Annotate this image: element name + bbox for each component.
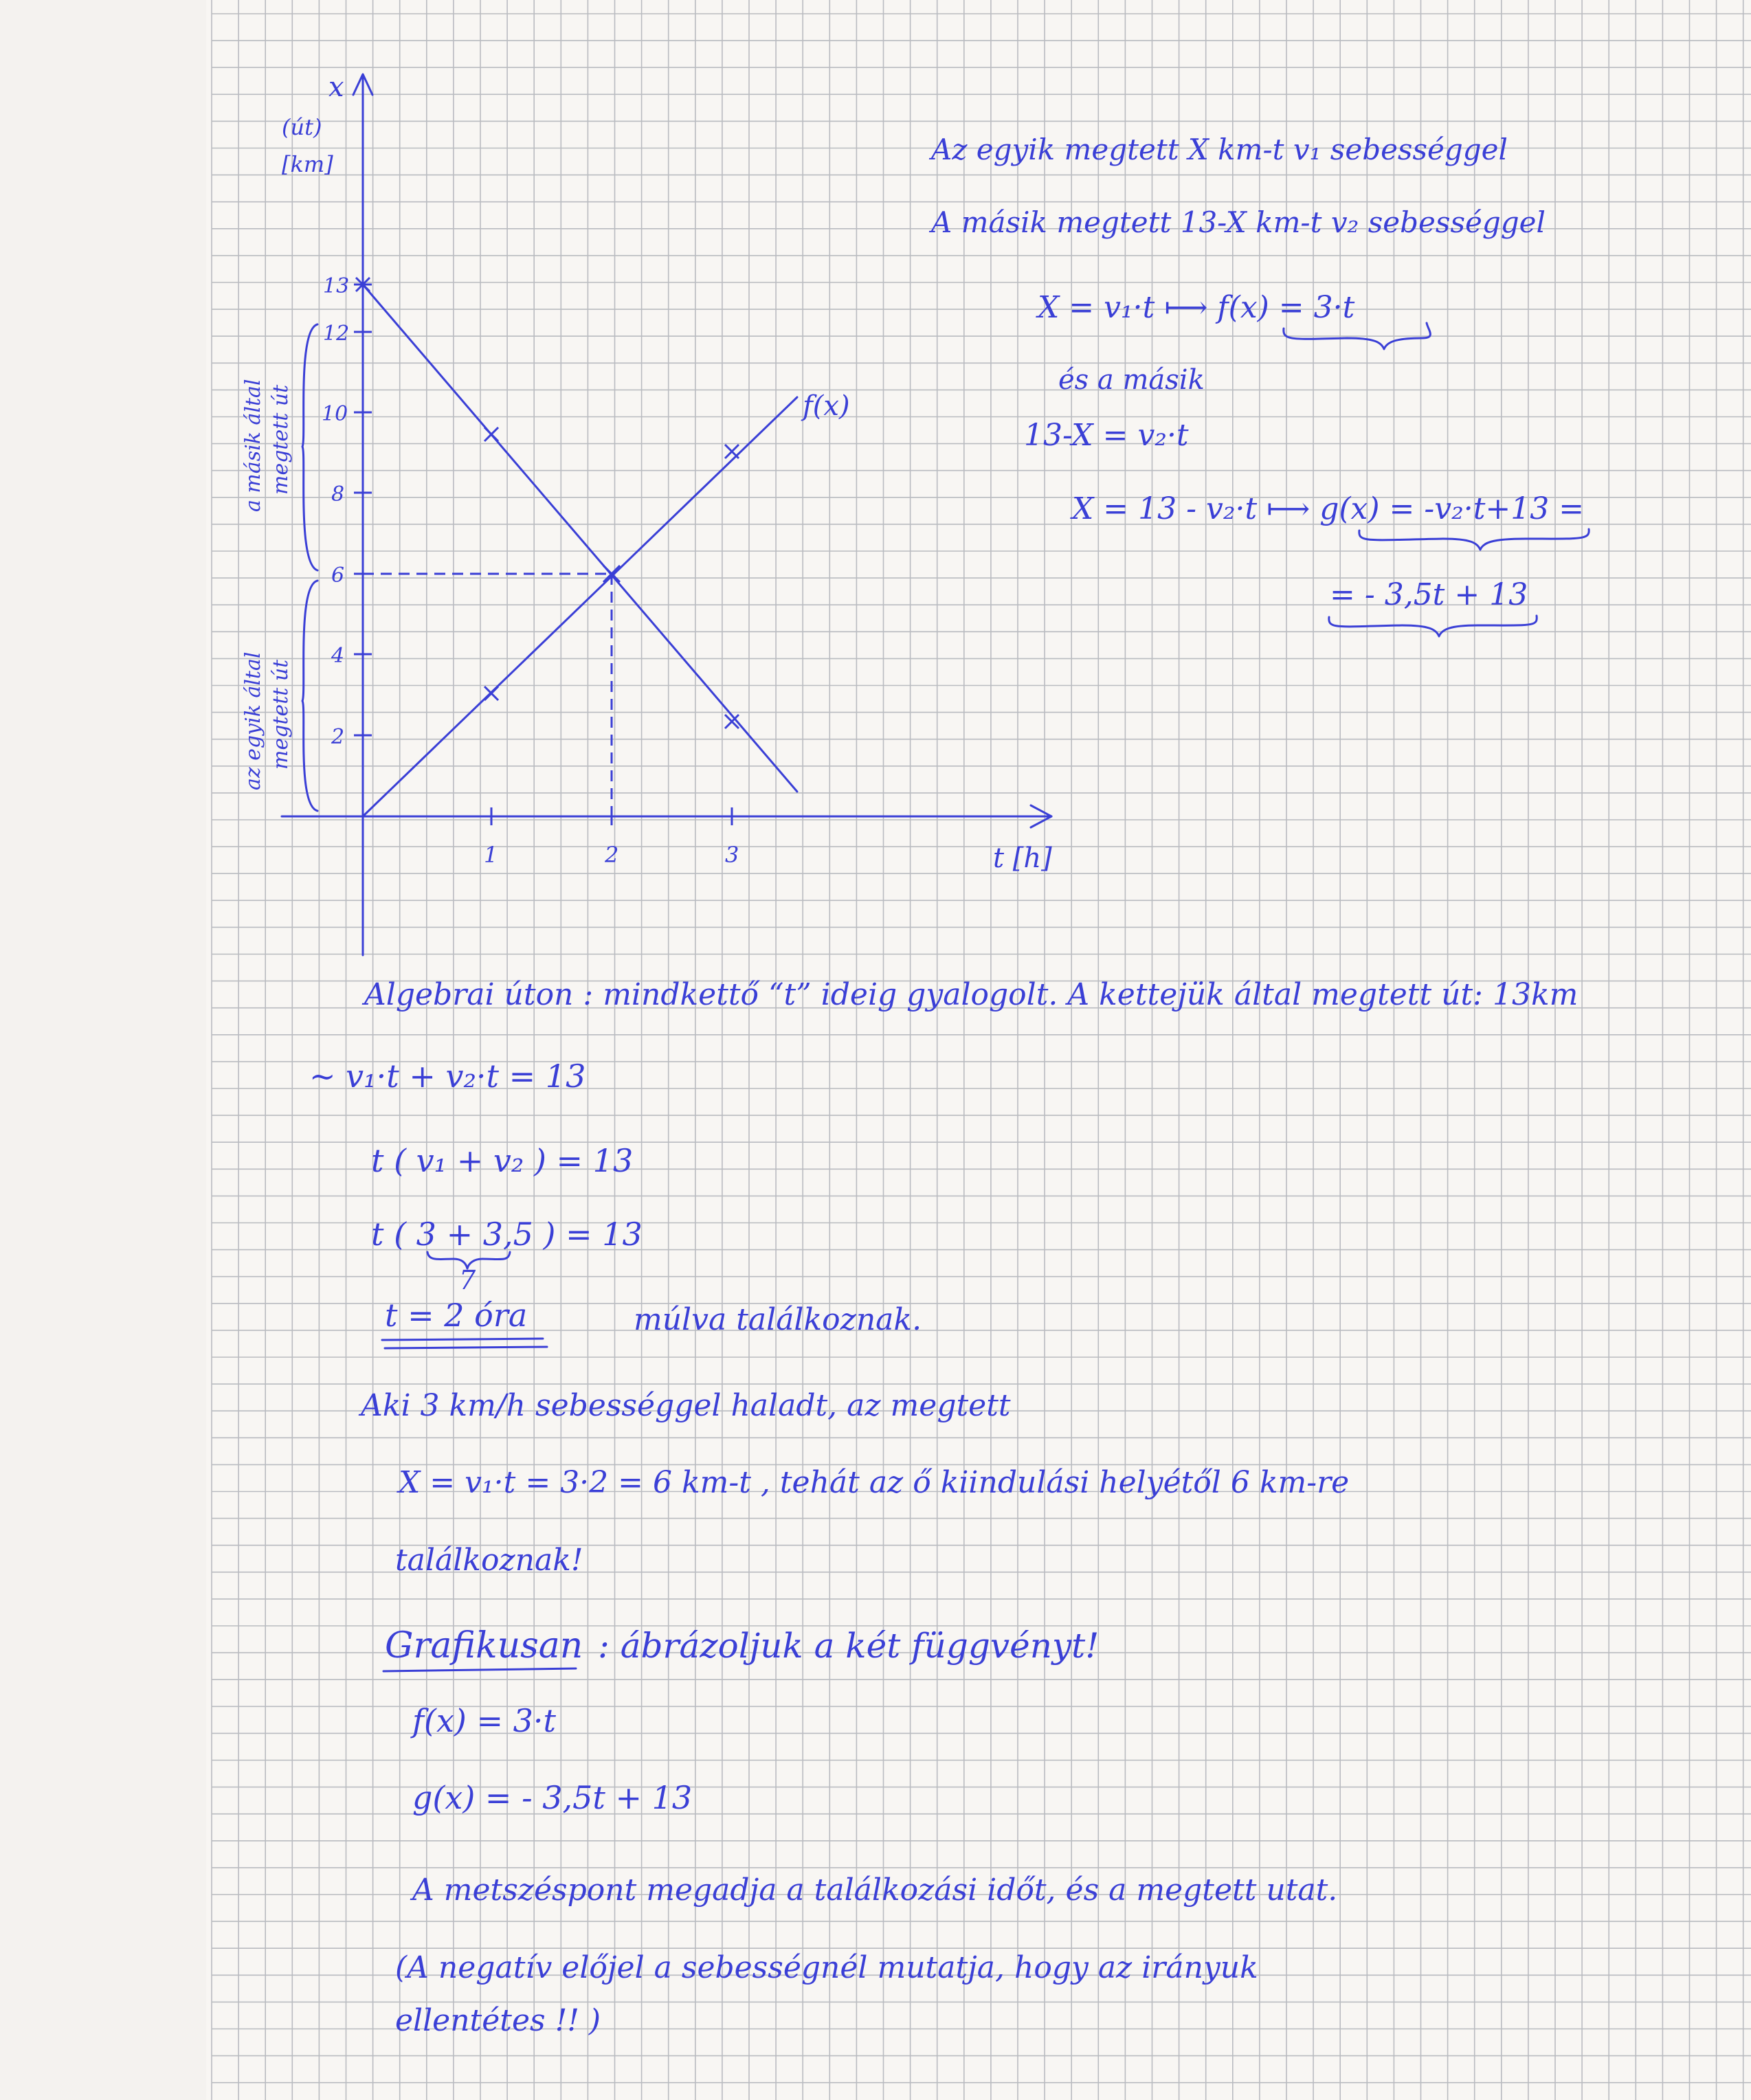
x-tick-label: 2 (605, 842, 619, 868)
equation-2: és a másik (1058, 364, 1205, 396)
x-axis-label: t [h] (993, 842, 1052, 874)
algebra-line-2: t ( v₁ + v₂ ) = 13 (371, 1142, 634, 1179)
algebra-line-4b: múlva találkoznak. (634, 1302, 922, 1337)
y-tick-label: 8 (331, 482, 345, 506)
graphical-heading-rest: : ábrázoljuk a két függvényt! (598, 1626, 1100, 1666)
x-tick-label: 3 (725, 842, 739, 868)
equation-3: 13-X = v₂·t (1024, 418, 1189, 453)
y-tick-label: 13 (323, 274, 350, 298)
problem-line-2: A másik megtett 13-X km-t v₂ sebességgel (931, 205, 1546, 239)
algebra-heading: Algebrai úton : mindkettő “t” ideig gyalogolt. A kettejük által megtett út: 13km (364, 977, 1579, 1012)
y-axis-label-2: [km] (282, 151, 333, 177)
algebra-line-1: ~ v₁·t + v₂·t = 13 (309, 1058, 586, 1095)
y-tick-label: 12 (323, 322, 350, 346)
problem-line-1: Az egyik megtett X km-t v₁ sebességgel (931, 133, 1508, 166)
f-label: f(x) (803, 390, 850, 422)
conclusion-line-3: ellentétes !! ) (395, 2003, 601, 2038)
function-g: g(x) = - 3,5t + 13 (412, 1779, 693, 1816)
conclusion-line-1: A metszéspont megadja a találkozási időt, és a megtett utat. (412, 1873, 1338, 1908)
x-tick-label: 1 (484, 842, 498, 868)
algebra-line-5: Aki 3 km/h sebességgel haladt, az megtett (361, 1388, 1011, 1423)
y-axis-symbol: x (328, 71, 344, 103)
y-tick-label: 2 (331, 725, 345, 749)
y-axis-label-1: (út) (282, 114, 322, 140)
y-tick-label: 4 (331, 644, 345, 668)
algebra-line-7: találkoznak! (395, 1543, 583, 1578)
brace-upper-label: a másik által (241, 379, 265, 512)
algebra-line-4a: t = 2 óra (385, 1297, 528, 1334)
brace-upper-label: megtett út (269, 384, 293, 495)
algebra-line-3: t ( 3 + 3,5 ) = 13 (371, 1216, 643, 1253)
brace-lower-label: az egyik által (241, 651, 265, 790)
brace-lower-label: megtett út (269, 659, 293, 770)
graphical-heading: Grafikusan (385, 1625, 583, 1666)
equation-1: X = v₁·t ⟼ f(x) = 3·t (1038, 290, 1355, 325)
algebra-line-6: X = v₁·t = 3·2 = 6 km-t , tehát az ő kiindulási helyétől 6 km-re (399, 1465, 1350, 1500)
equation-5: = - 3,5t + 13 (1330, 577, 1528, 612)
function-f: f(x) = 3·t (412, 1702, 557, 1739)
algebra-sum: 7 (459, 1265, 476, 1295)
equation-4: X = 13 - v₂·t ⟼ g(x) = -v₂·t+13 = (1072, 491, 1585, 526)
y-tick-label: 6 (331, 563, 345, 588)
conclusion-line-2: (A negatív előjel a sebességnél mutatja, hogy az irányuk (395, 1950, 1258, 1985)
y-tick-label: 10 (322, 402, 348, 426)
